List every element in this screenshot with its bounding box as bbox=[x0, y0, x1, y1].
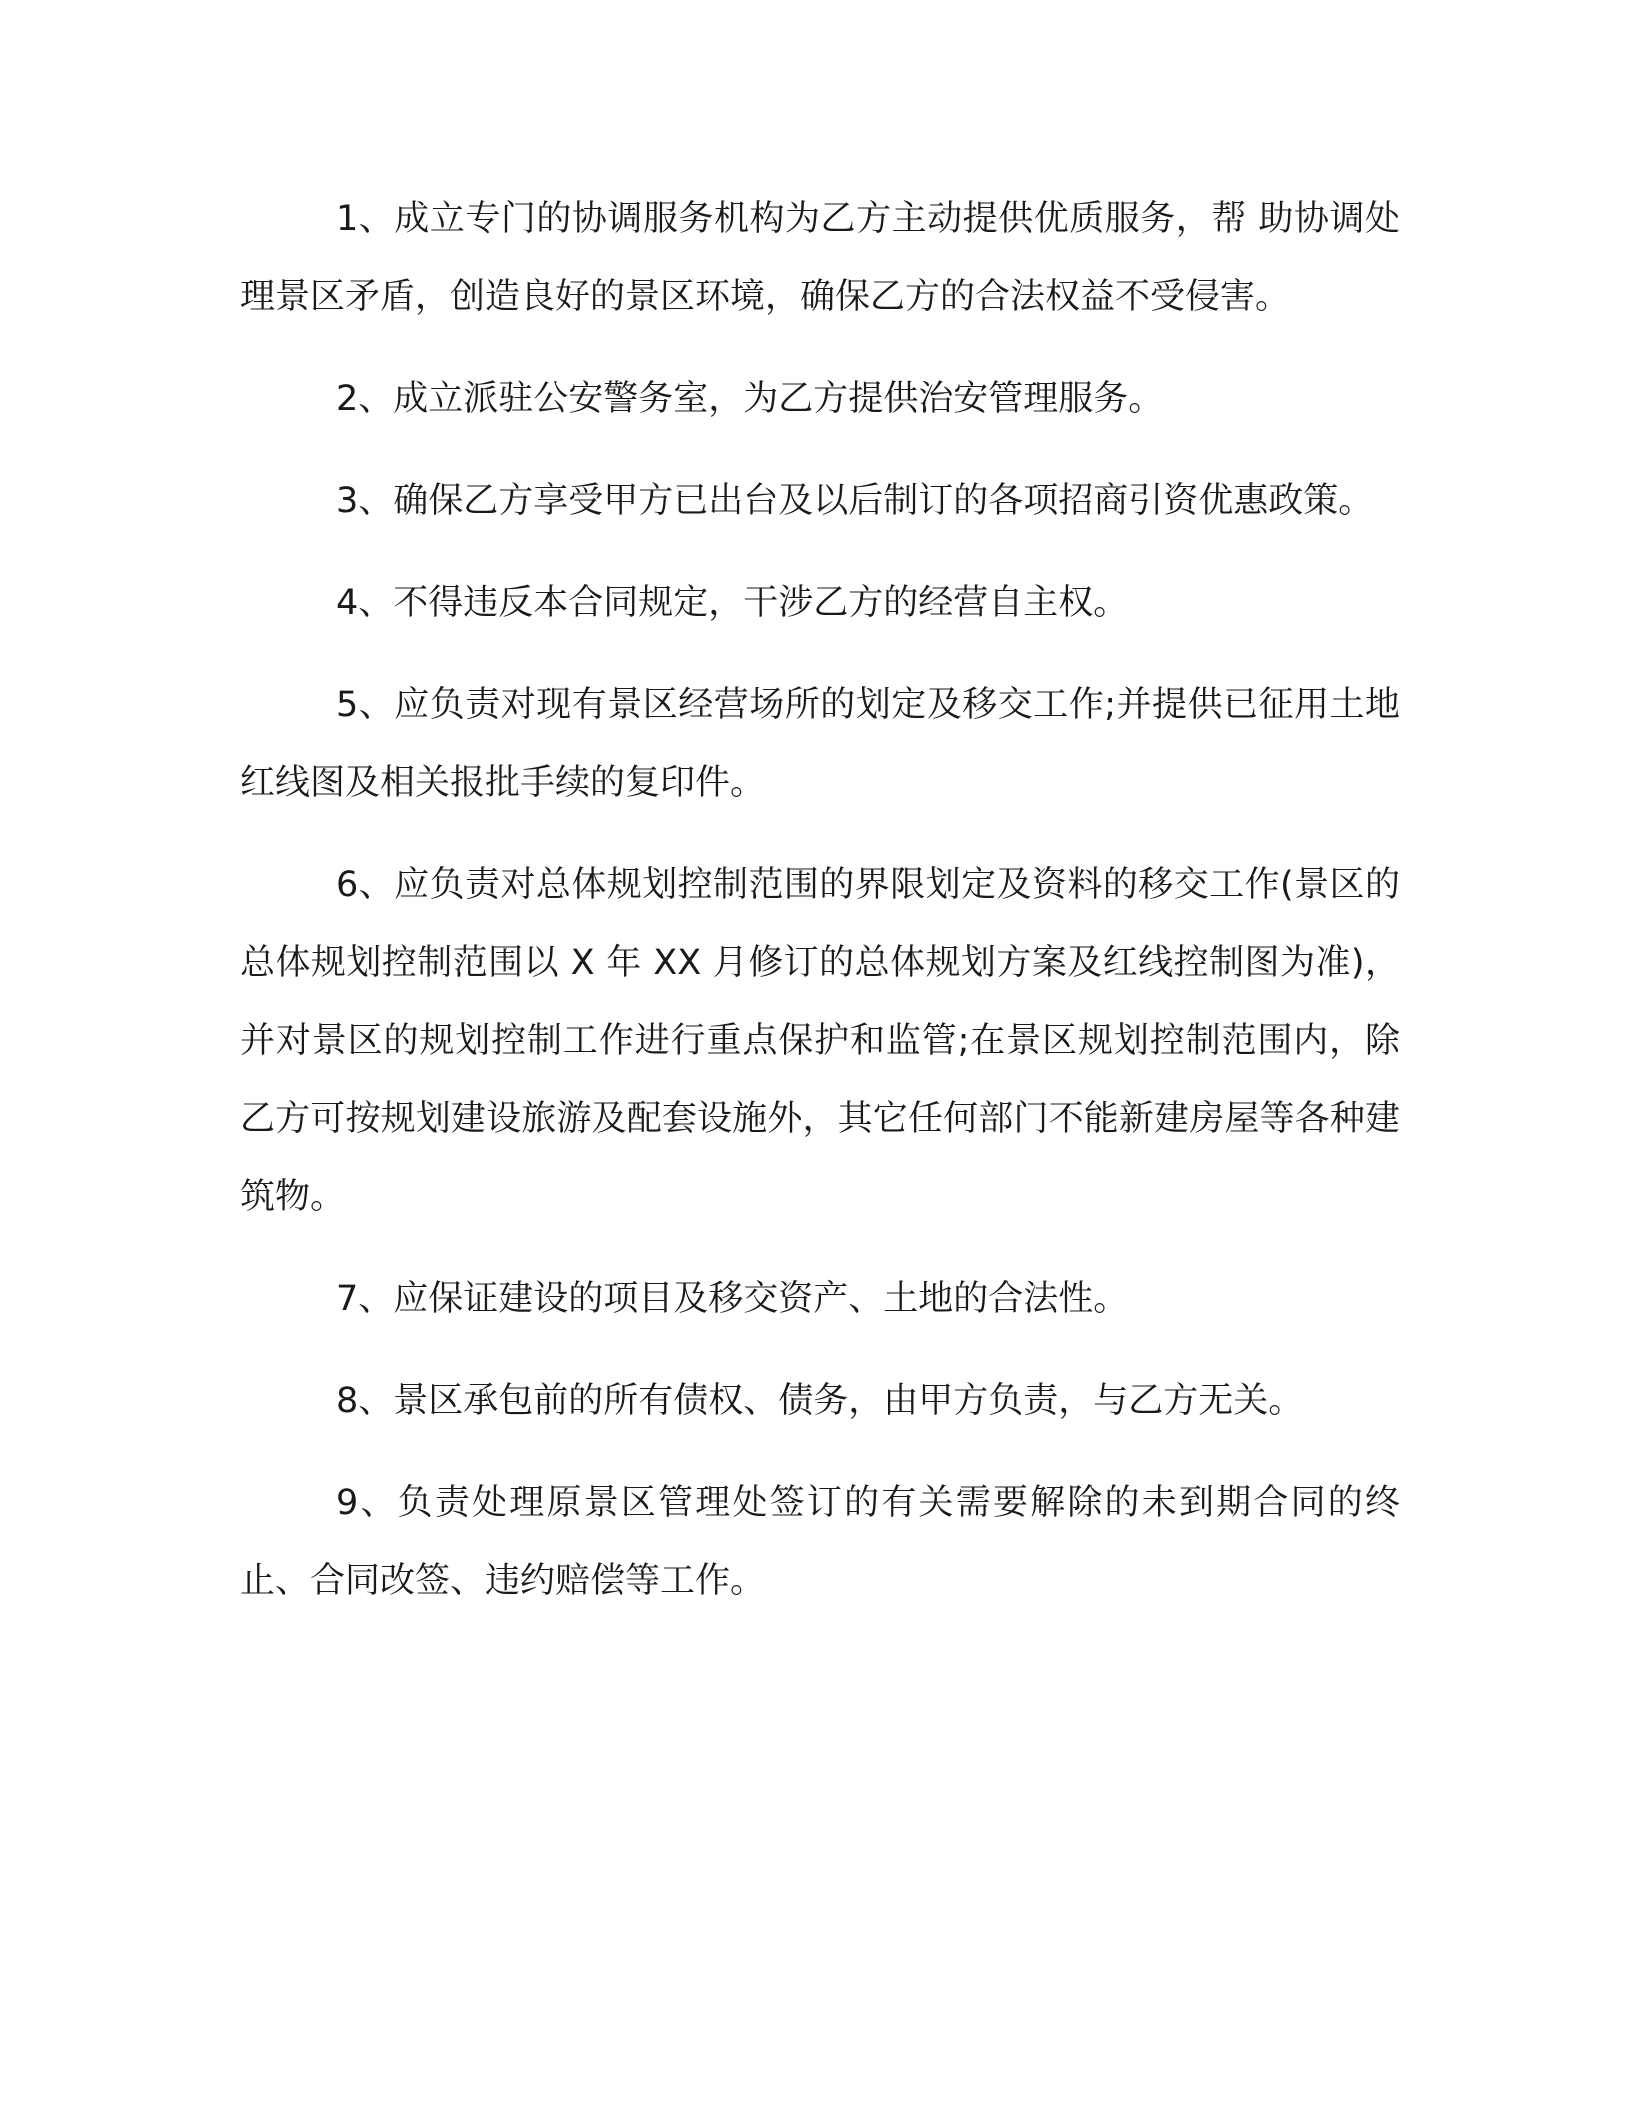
clause-4: 4、不得违反本合同规定，干涉乙方的经营自主权。 bbox=[336, 583, 1129, 623]
clause-1: 1、成立专门的协调服务机构为乙方主动提供优质服务，帮 助协调处理景区矛盾，创造良好的景区环境，确保乙方的合法权益不受侵害。 bbox=[240, 199, 1400, 317]
clause-5: 5、应负责对现有景区经营场所的划定及移交工作;并提供已征用土地红线图及相关报批手续的复印件。 bbox=[240, 685, 1400, 803]
clause-9: 9、负责处理原景区管理处签订的有关需要解除的未到期合同的终止、合同改签、违约赔偿等工作。 bbox=[240, 1483, 1400, 1601]
clause-7: 7、应保证建设的项目及移交资产、土地的合法性。 bbox=[336, 1279, 1129, 1319]
clause-3: 3、确保乙方享受甲方已出台及以后制订的各项招商引资优惠政策。 bbox=[336, 481, 1374, 521]
document-body bbox=[240, 180, 1400, 1644]
clause-6: 6、应负责对总体规划控制范围的界限划定及资料的移交工作(景区的总体规划控制范围以 X 年 XX 月修订的总体规划方案及红线控制图为准)，并对景区的规划控制工作进行重点保护和监管;在景区规划控制范围内，除乙方可按规划建设旅游及配套设施外，其它任何部门不能新建房屋等各种建筑物。 bbox=[240, 865, 1400, 1217]
clause-2: 2、成立派驻公安警务室，为乙方提供治安管理服务。 bbox=[336, 379, 1164, 419]
clause-8: 8、景区承包前的所有债权、债务，由甲方负责，与乙方无关。 bbox=[336, 1381, 1304, 1421]
